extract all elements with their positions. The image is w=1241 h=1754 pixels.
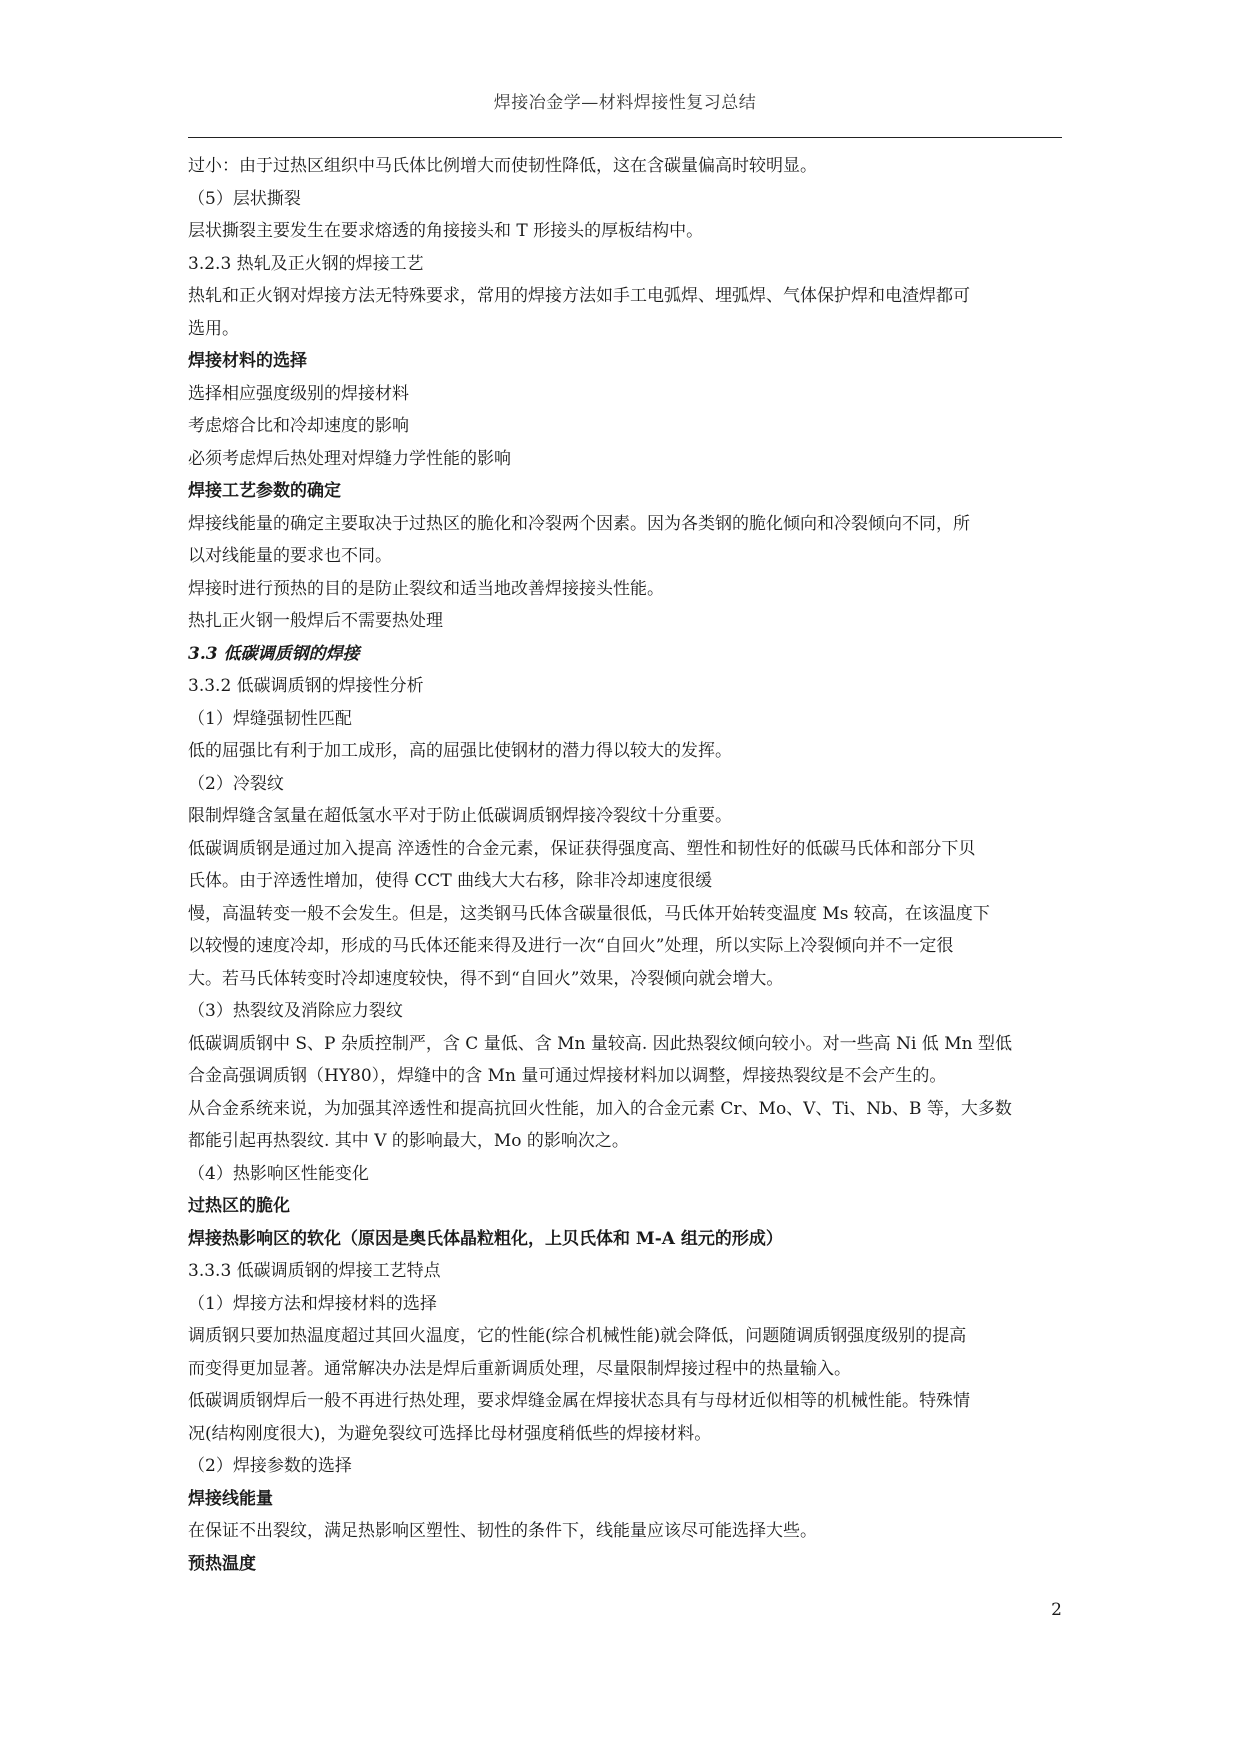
header-divider: [188, 137, 1062, 138]
text-line: 低碳调质钢中 S、P 杂质控制严，含 C 量低、含 Mn 量较高. 因此热裂纹倾向较小。对一些高 Ni 低 Mn 型低: [188, 1033, 1012, 1054]
text-line: 过小：由于过热区组织中马氏体比例增大而使韧性降低，这在含碳量偏高时较明显。: [188, 156, 817, 176]
text-line: 况(结构刚度很大)，为避免裂纹可选择比母材强度稍低些的焊接材料。: [188, 1423, 712, 1444]
text-line: （1）焊缝强韧性匹配: [188, 708, 352, 729]
heading-line: 焊接热影响区的软化（原因是奥氏体晶粒粗化，上贝氏体和 M-A 组元的形成）: [188, 1228, 783, 1249]
text-line: 大。若马氏体转变时冷却速度较快，得不到“自回火”效果，冷裂倾向就会增大。: [188, 968, 784, 989]
text-line: 焊接时进行预热的目的是防止裂纹和适当地改善焊接接头性能。: [188, 578, 664, 599]
text-line: 低碳调质钢是通过加入提高 淬透性的合金元素，保证获得强度高、塑性和韧性好的低碳马氏体和部分下贝: [188, 838, 976, 859]
text-line: （1）焊接方法和焊接材料的选择: [188, 1293, 437, 1314]
text-line: 3.3.2 低碳调质钢的焊接性分析: [188, 676, 424, 696]
heading-line: 过热区的脆化: [188, 1196, 290, 1216]
text-line: 选用。: [188, 318, 239, 339]
text-line: 合金高强调质钢（HY80），焊缝中的含 Mn 量可通过焊接材料加以调整，焊接热裂纹是不会产生的。: [188, 1066, 947, 1086]
heading-line: 预热温度: [188, 1553, 256, 1574]
text-line: （4）热影响区性能变化: [188, 1163, 369, 1184]
text-line: 热扎正火钢一般焊后不需要热处理: [188, 611, 443, 631]
text-line: （3）热裂纹及消除应力裂纹: [188, 1001, 403, 1021]
text-line: 3.2.3 热轧及正火钢的焊接工艺: [188, 253, 424, 274]
text-line: 3.3.3 低碳调质钢的焊接工艺特点: [188, 1261, 441, 1281]
text-line: 在保证不出裂纹，满足热影响区塑性、韧性的条件下，线能量应该尽可能选择大些。: [188, 1521, 817, 1541]
text-line: 限制焊缝含氢量在超低氢水平对于防止低碳调质钢焊接冷裂纹十分重要。: [188, 806, 732, 826]
text-line: 低碳调质钢焊后一般不再进行热处理，要求焊缝金属在焊接状态具有与母材近似相等的机械性能。特殊情: [188, 1391, 970, 1411]
text-line: （5）层状撕裂: [188, 188, 301, 209]
text-line: 低的屈强比有利于加工成形，高的屈强比使钢材的潜力得以较大的发挥。: [188, 741, 732, 761]
heading-line: 3.3 低碳调质钢的焊接: [188, 643, 360, 664]
text-line: 都能引起再热裂纹. 其中 V 的影响最大，Mo 的影响次之。: [188, 1131, 629, 1151]
text-line: 以较慢的速度冷却，形成的马氏体还能来得及进行一次“自回火”处理，所以实际上冷裂倾向并不一定很: [188, 936, 954, 956]
text-line: 热轧和正火钢对焊接方法无特殊要求，常用的焊接方法如手工电弧焊、埋弧焊、气体保护焊和电渣焊都可: [188, 286, 970, 306]
text-line: 氏体。由于淬透性增加，使得 CCT 曲线大大右移，除非冷却速度很缓: [188, 871, 713, 891]
text-line: 从合金系统来说，为加强其淬透性和提高抗回火性能，加入的合金元素 Cr、Mo、V、Ti、Nb、B 等，大多数: [188, 1098, 1012, 1119]
heading-line: 焊接材料的选择: [188, 351, 307, 371]
text-line: 选择相应强度级别的焊接材料: [188, 383, 409, 404]
text-line: （2）焊接参数的选择: [188, 1456, 352, 1476]
text-line: 必须考虑焊后热处理对焊缝力学性能的影响: [188, 448, 511, 469]
page-number: 2: [1051, 1600, 1062, 1620]
text-line: （2）冷裂纹: [188, 773, 284, 794]
text-line: 层状撕裂主要发生在要求熔透的角接接头和 T 形接头的厚板结构中。: [188, 221, 704, 241]
text-line: 焊接线能量的确定主要取决于过热区的脆化和冷裂两个因素。因为各类钢的脆化倾向和冷裂倾向不同，所: [188, 513, 970, 534]
text-line: 慢，高温转变一般不会发生。但是，这类钢马氏体含碳量很低，马氏体开始转变温度 Ms 较高，在该温度下: [188, 903, 990, 924]
text-line: 以对线能量的要求也不同。: [188, 546, 392, 566]
text-line: 调质钢只要加热温度超过其回火温度，它的性能(综合机械性能)就会降低，问题随调质钢强度级别的提高: [188, 1326, 967, 1346]
heading-line: 焊接工艺参数的确定: [188, 481, 341, 501]
document-body: [188, 150, 1062, 1580]
heading-line: 焊接线能量: [188, 1488, 273, 1509]
text-line: 考虑熔合比和冷却速度的影响: [188, 416, 409, 436]
text-line: 而变得更加显著。通常解决办法是焊后重新调质处理，尽量限制焊接过程中的热量输入。: [188, 1358, 851, 1379]
page-header-title: 焊接冶金学—材料焊接性复习总结: [493, 93, 757, 113]
